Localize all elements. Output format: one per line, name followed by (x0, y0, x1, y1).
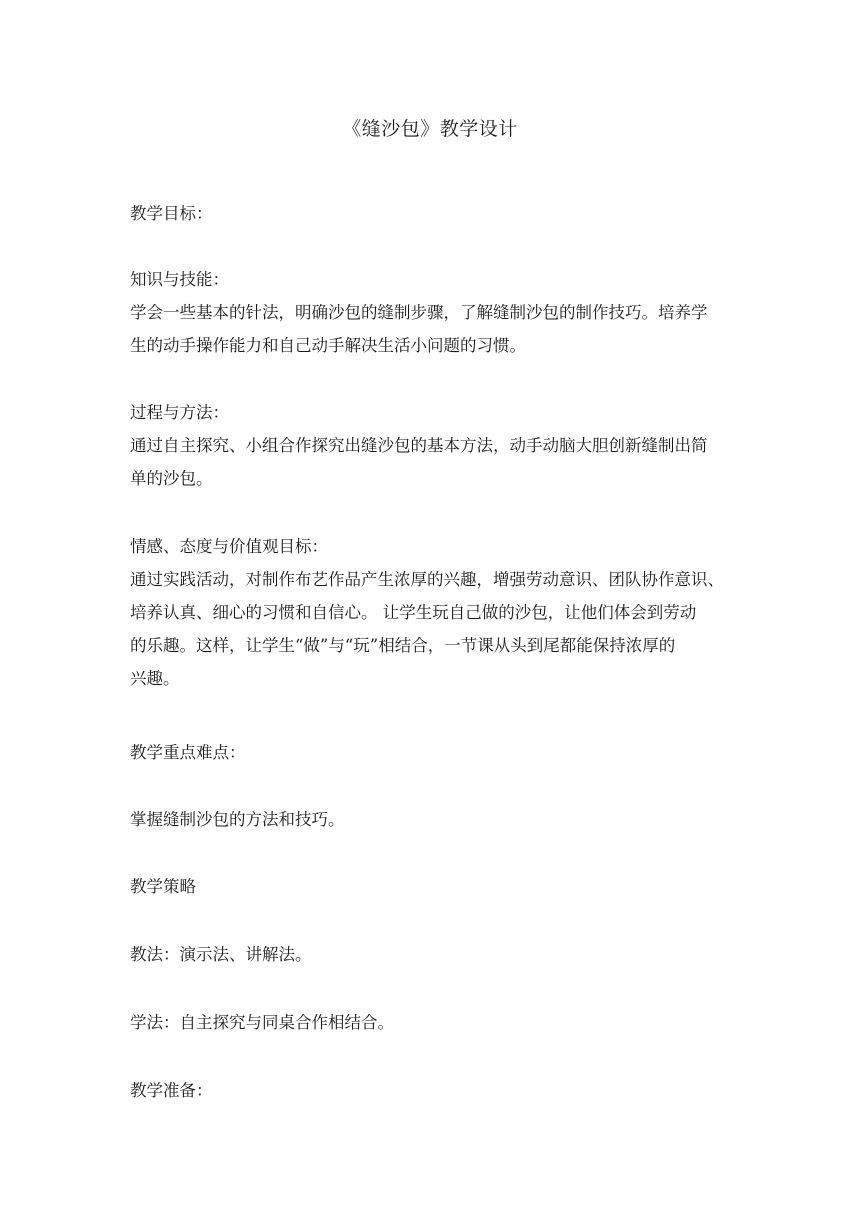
emotion-paragraph (130, 563, 732, 695)
strategy-heading-text: 教学策略 (130, 877, 196, 896)
emotion-line-2: 培养认真、细心的习惯和自信心。 让学生玩自己做的沙包，让他们体会到劳动 (130, 603, 697, 622)
knowledge-section (130, 263, 732, 362)
process-section (130, 396, 732, 495)
preparation-heading (130, 1074, 732, 1107)
key-points-text (130, 803, 732, 836)
key-points-body: 掌握缝制沙包的方法和技巧。 (130, 810, 345, 829)
objectives-heading-text: 教学目标： (130, 204, 213, 223)
emotion-heading: 情感、态度与价值观目标： (130, 537, 328, 556)
emotion-line-1: 通过实践活动，对制作布艺作品产生浓厚的兴趣，增强劳动意识、团队协作意识、 (130, 570, 724, 589)
teaching-method-text: 教法：演示法、讲解法。 (130, 945, 312, 964)
emotion-line-4: 兴趣。 (130, 669, 180, 688)
objectives-heading (130, 197, 732, 230)
learning-method-text: 学法：自主探究与同桌合作相结合。 (130, 1013, 394, 1032)
knowledge-heading: 知识与技能： (130, 270, 229, 289)
process-heading: 过程与方法： (130, 403, 229, 422)
learning-method (130, 1006, 732, 1039)
key-points-heading-text: 教学重点难点： (130, 743, 246, 762)
process-line-2: 单的沙包。 (130, 469, 213, 488)
knowledge-line-1: 学会一些基本的针法，明确沙包的缝制步骤，了解缝制沙包的制作技巧。培养学 (130, 303, 708, 322)
knowledge-line-2: 生的动手操作能力和自己动手解决生活小问题的习惯。 (130, 336, 526, 355)
emotion-section (130, 530, 732, 695)
strategy-heading (130, 870, 732, 903)
teaching-method (130, 938, 732, 971)
process-paragraph (130, 429, 732, 495)
emotion-line-3: 的乐趣。这样，让学生“做”与“玩”相结合，一节课从头到尾都能保持浓厚的 (130, 636, 676, 655)
preparation-heading-text: 教学准备： (130, 1081, 213, 1100)
document-title: 《缝沙包》教学设计 (342, 118, 518, 140)
process-line-1: 通过自主探究、小组合作探究出缝沙包的基本方法，动手动脑大胆创新缝制出简 (130, 436, 708, 455)
knowledge-paragraph (130, 296, 732, 362)
key-points-heading (130, 736, 732, 769)
